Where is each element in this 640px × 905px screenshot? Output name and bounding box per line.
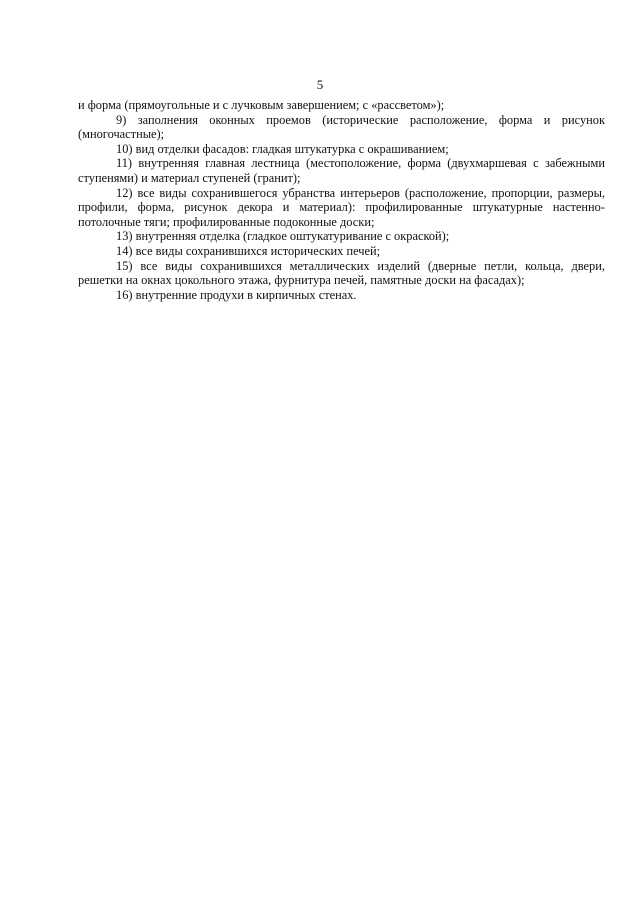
document-body <box>78 98 605 302</box>
list-item-number: 14) <box>116 243 133 258</box>
list-item-number: 9) <box>116 112 127 127</box>
list-item-number: 12) <box>116 185 133 200</box>
list-item-9 <box>78 113 605 142</box>
page-number: 5 <box>316 77 324 92</box>
list-item-11 <box>78 156 605 185</box>
list-item-text: внутренняя главная лестница (местоположение, форма (двухмаршевая с забежными ступенями) и материал ступеней (гранит); <box>78 156 605 185</box>
list-item-number: 11) <box>116 156 133 171</box>
list-item-text: и форма (прямоугольные и с лучковым завершением; с «рассветом»); <box>78 98 445 112</box>
list-item-text: заполнения оконных проемов (исторические расположение, форма и рисунок (многочастные); <box>78 112 605 142</box>
list-item-number: 13) <box>116 229 133 244</box>
list-item-number: 15) <box>116 258 133 273</box>
list-item-text: внутренняя отделка (гладкое оштукатуривание с окраской); <box>135 229 450 244</box>
list-item-14 <box>78 244 605 259</box>
list-item-text: все виды сохранившегося убранства интерьеров (расположение, пропорции, размеры, профили, форма, рисунок декора и материал): профилированные штукатурные настенно-потолочные тяги; профилированные подоконные доски; <box>78 185 605 229</box>
list-item-text: все виды сохранившихся исторических печей; <box>135 243 381 258</box>
list-item-text: внутренние продухи в кирпичных стенах. <box>135 287 357 302</box>
list-item-text: вид отделки фасадов: гладкая штукатурка с окрашиванием; <box>135 141 449 156</box>
list-item-number: 16) <box>116 287 133 302</box>
list-item-number: 10) <box>116 141 133 156</box>
list-item-8-continuation <box>78 98 605 113</box>
list-item-10 <box>78 142 605 157</box>
list-item-16 <box>78 288 605 303</box>
list-item-12 <box>78 186 605 230</box>
list-item-13 <box>78 229 605 244</box>
list-item-text: все виды сохранившихся металлических изделий (дверные петли, кольца, двери, решетки на окнах цокольного этажа, фурнитура печей, памятные доски на фасадах); <box>78 258 605 288</box>
list-item-15 <box>78 259 605 288</box>
